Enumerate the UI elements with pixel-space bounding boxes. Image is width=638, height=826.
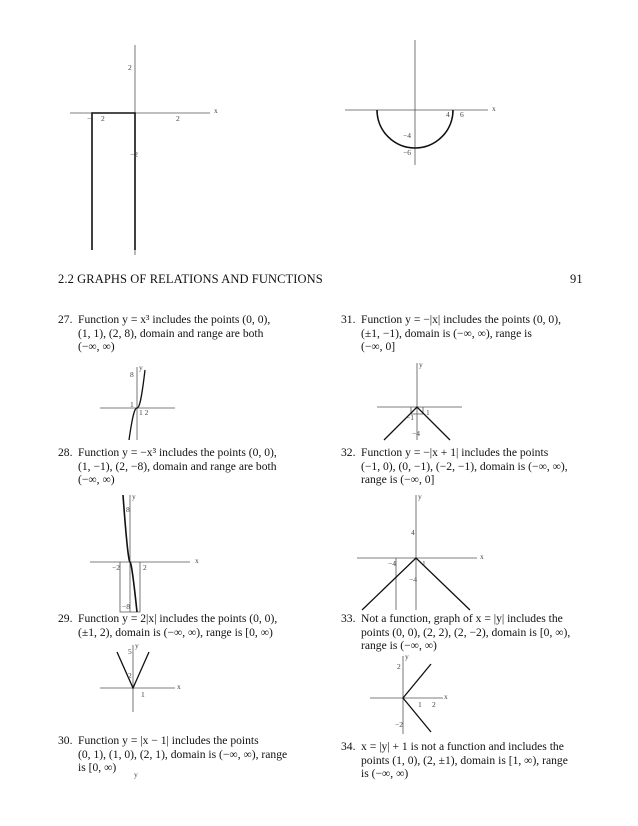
svg-text:−1: −1 — [406, 413, 414, 422]
graph-32 — [352, 490, 492, 612]
svg-text:−2: −2 — [112, 563, 120, 572]
exercise-31 — [341, 313, 591, 354]
exercise-text: (−1, 0), (0, −1), (−2, −1), domain is (−∞, ∞), — [361, 459, 568, 473]
exercise-text: (±1, −1), domain is (−∞, ∞), range is — [361, 326, 532, 340]
tick-label: 2 — [101, 114, 105, 123]
exercise-text: Function y = −|x + 1| includes the points — [361, 446, 549, 459]
exercise-32 — [341, 446, 591, 487]
tick-label: 4 — [446, 110, 450, 119]
svg-text:1: 1 — [130, 400, 134, 409]
svg-text:2: 2 — [128, 671, 132, 680]
svg-text:−4: −4 — [412, 429, 420, 438]
exercise-number: 29. — [58, 612, 73, 625]
graph-28 — [85, 490, 205, 615]
svg-text:8: 8 — [126, 505, 130, 514]
tick-label: 6 — [460, 110, 464, 119]
exercise-28 — [58, 446, 306, 487]
exercise-text: (1, 1), (2, 8), domain and range are both — [78, 326, 264, 340]
svg-text:−4: −4 — [388, 559, 396, 568]
exercise-number: 28. — [58, 446, 73, 459]
tick-label: 2 — [128, 63, 132, 72]
section-header: 2.2 GRAPHS OF RELATIONS AND FUNCTIONS — [58, 272, 323, 286]
svg-text:−4: −4 — [409, 575, 417, 584]
graph-27 — [95, 362, 180, 442]
exercise-text: points (1, 0), (2, ±1), domain is [1, ∞), range — [361, 753, 568, 767]
svg-text:1: 1 — [422, 559, 426, 568]
svg-text:−2: −2 — [395, 720, 403, 729]
exercise-text: Function y = x³ includes the points (0, 0), — [78, 313, 271, 326]
exercise-text: (±1, 2), domain is (−∞, ∞), range is [0, ∞) — [78, 625, 273, 639]
x-label: x — [492, 104, 496, 113]
exercise-number: 33. — [341, 612, 356, 625]
exercise-number: 32. — [341, 446, 356, 459]
exercise-text: Function y = −|x| includes the points (0, 0), — [361, 313, 561, 326]
exercise-text: (1, −1), (2, −8), domain and range are both — [78, 459, 277, 473]
page-number: 91 — [570, 272, 583, 286]
exercise-34 — [341, 740, 591, 781]
graph-29 — [95, 640, 185, 715]
graph-curve — [92, 113, 135, 250]
exercise-text: is (−∞, ∞) — [361, 767, 409, 781]
svg-text:y: y — [132, 492, 136, 501]
svg-text:1: 1 — [426, 408, 430, 417]
exercise-text: Function y = 2|x| includes the points (0, 0), — [78, 612, 278, 625]
svg-text:5: 5 — [128, 647, 132, 656]
tick-label: −2 — [130, 150, 138, 159]
svg-text:2: 2 — [397, 662, 401, 671]
graph-30 — [130, 768, 150, 780]
x-label: x — [214, 106, 218, 115]
exercise-text: (−∞, 0] — [361, 340, 396, 354]
exercise-number: 27. — [58, 313, 73, 326]
exercise-number: 31. — [341, 313, 356, 326]
exercise-text: (−∞, ∞) — [78, 340, 115, 354]
exercise-text: Not a function, graph of x = |y| includes the — [361, 612, 563, 625]
tick-label: −6 — [403, 148, 411, 157]
svg-text:x: x — [177, 682, 181, 691]
svg-text:x: x — [444, 692, 448, 701]
svg-text:1: 1 — [141, 690, 145, 699]
top-left-graph — [60, 40, 240, 265]
graph-33 — [365, 652, 450, 737]
svg-text:y: y — [419, 360, 423, 369]
graph-31 — [372, 358, 467, 443]
exercise-33 — [341, 612, 591, 653]
tick-label: 2 — [176, 114, 180, 123]
svg-text:y: y — [405, 652, 409, 661]
exercise-text: (0, 1), (1, 0), (2, 1), domain is (−∞, ∞), range — [78, 747, 288, 761]
exercise-29 — [58, 612, 306, 639]
exercise-27 — [58, 313, 306, 354]
exercise-number: 34. — [341, 740, 356, 753]
svg-text:2: 2 — [432, 700, 436, 709]
exercise-text: Function y = |x − 1| includes the points — [78, 734, 259, 747]
exercise-text: range is (−∞, ∞) — [361, 639, 437, 653]
svg-text:8: 8 — [130, 370, 134, 379]
exercise-30 — [58, 734, 306, 775]
svg-text:1 2: 1 2 — [139, 408, 149, 417]
svg-text:y: y — [134, 770, 138, 779]
tick-label: −4 — [403, 131, 411, 140]
svg-text:1: 1 — [418, 700, 422, 709]
exercise-text: points (0, 0), (2, 2), (2, −2), domain is [0, ∞), — [361, 625, 571, 639]
svg-text:x: x — [480, 552, 484, 561]
exercise-text: (−∞, ∞) — [78, 473, 115, 487]
svg-text:x: x — [195, 556, 199, 565]
exercise-text: range is (−∞, 0] — [361, 473, 435, 487]
tick-label: − — [87, 114, 92, 123]
svg-text:−8: −8 — [122, 602, 130, 611]
exercise-text: Function y = −x³ includes the points (0, 0), — [78, 446, 277, 459]
top-right-graph — [340, 40, 510, 170]
svg-text:4: 4 — [411, 528, 415, 537]
svg-text:2: 2 — [143, 563, 147, 572]
exercise-text: x = |y| + 1 is not a function and includes the — [361, 740, 564, 753]
svg-text:y: y — [139, 363, 143, 372]
exercise-number: 30. — [58, 734, 73, 747]
exercise-text: is [0, ∞) — [78, 761, 117, 775]
svg-text:y: y — [135, 641, 139, 650]
svg-text:y: y — [418, 492, 422, 501]
